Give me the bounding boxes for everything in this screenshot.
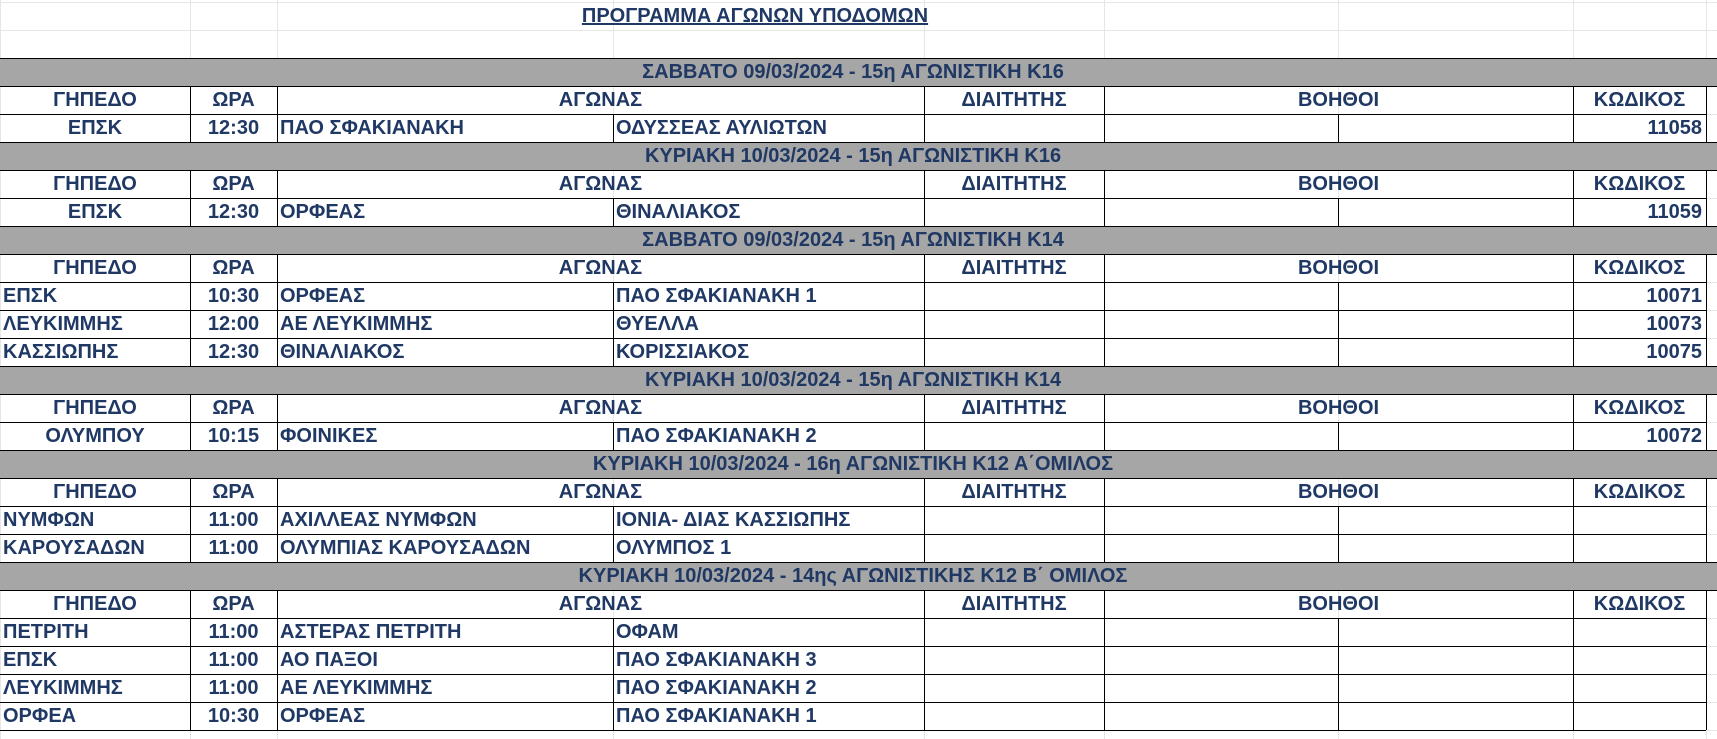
referee-cell bbox=[924, 702, 1104, 730]
header-assistants: ΒΟΗΘΟΙ bbox=[1297, 89, 1380, 111]
column-border bbox=[613, 198, 614, 226]
column-border bbox=[613, 618, 614, 646]
time-cell: 11:00 bbox=[208, 677, 259, 699]
code-cell: 10075 bbox=[1646, 341, 1702, 363]
assistant-1-cell bbox=[1104, 114, 1338, 142]
referee-cell bbox=[924, 310, 1104, 338]
column-border bbox=[1104, 338, 1105, 366]
away-team-cell: ΠΑΟ ΣΦΑΚΙΑΝΑΚΗ 2 bbox=[616, 425, 817, 447]
assistant-1-cell bbox=[1104, 674, 1338, 702]
home-team-cell: ΟΛΥΜΠΙΑΣ ΚΑΡΟΥΣΑΔΩΝ bbox=[280, 537, 531, 559]
home-team-cell: ΑΟ ΠΑΞΟΙ bbox=[280, 649, 378, 671]
assistant-2-cell bbox=[1338, 310, 1573, 338]
code-cell: 10073 bbox=[1646, 313, 1702, 335]
column-border bbox=[190, 506, 191, 534]
column-border bbox=[1706, 170, 1707, 198]
header-assistants: ΒΟΗΘΟΙ bbox=[1297, 397, 1380, 419]
assistant-1-cell bbox=[1104, 618, 1338, 646]
column-border bbox=[924, 198, 925, 226]
header-code: ΚΩΔΙΚΟΣ bbox=[1593, 257, 1686, 279]
column-border bbox=[1338, 534, 1339, 562]
column-border bbox=[1573, 86, 1574, 114]
assistant-2-cell bbox=[1338, 422, 1573, 450]
home-team-cell: ΑΧΙΛΛΕΑΣ ΝΥΜΦΩΝ bbox=[280, 509, 477, 531]
column-border bbox=[613, 674, 614, 702]
assistant-2-cell bbox=[1338, 506, 1573, 534]
column-border bbox=[190, 590, 191, 618]
code-cell: 10071 bbox=[1646, 285, 1702, 307]
code-cell bbox=[1573, 702, 1706, 730]
column-border bbox=[924, 170, 925, 198]
column-border bbox=[1104, 674, 1105, 702]
header-referee: ΔΙΑΙΤΗΤΗΣ bbox=[961, 481, 1067, 503]
column-border bbox=[1706, 282, 1707, 310]
column-border bbox=[1573, 702, 1574, 730]
referee-cell bbox=[924, 506, 1104, 534]
away-team-cell: ΠΑΟ ΣΦΑΚΙΑΝΑΚΗ 1 bbox=[616, 285, 817, 307]
away-team-cell: ΟΛΥΜΠΟΣ 1 bbox=[616, 537, 732, 559]
column-border bbox=[924, 674, 925, 702]
header-assistants: ΒΟΗΘΟΙ bbox=[1297, 257, 1380, 279]
column-border bbox=[924, 506, 925, 534]
field-cell: ΛΕΥΚΙΜΜΗΣ bbox=[3, 677, 123, 699]
column-border bbox=[190, 114, 191, 142]
column-border bbox=[924, 310, 925, 338]
column-border bbox=[1338, 506, 1339, 534]
column-border bbox=[277, 198, 278, 226]
column-border bbox=[1104, 646, 1105, 674]
header-match: ΑΓΩΝΑΣ bbox=[558, 593, 643, 615]
header-time: ΩΡΑ bbox=[212, 397, 255, 419]
time-cell: 12:30 bbox=[207, 117, 260, 139]
header-time: ΩΡΑ bbox=[212, 257, 255, 279]
header-match: ΑΓΩΝΑΣ bbox=[558, 257, 643, 279]
code-cell: 10072 bbox=[1646, 425, 1702, 447]
page-title: ΠΡΟΓΡΑΜΜΑ ΑΓΩΝΩΝ ΥΠΟΔΟΜΩΝ bbox=[581, 5, 929, 27]
header-field: ΓΗΠΕΔΟ bbox=[53, 481, 137, 503]
column-border bbox=[1338, 618, 1339, 646]
header-time: ΩΡΑ bbox=[212, 593, 255, 615]
column-border bbox=[613, 506, 614, 534]
referee-cell bbox=[924, 674, 1104, 702]
code-cell bbox=[1573, 506, 1706, 534]
referee-cell bbox=[924, 114, 1104, 142]
column-border bbox=[1706, 534, 1707, 562]
column-border bbox=[1104, 114, 1105, 142]
column-border bbox=[1104, 478, 1105, 506]
column-border bbox=[190, 534, 191, 562]
away-team-cell: ΙΟΝΙΑ- ΔΙΑΣ ΚΑΣΣΙΩΠΗΣ bbox=[616, 509, 851, 531]
column-border bbox=[1706, 590, 1707, 618]
column-border bbox=[1573, 198, 1574, 226]
away-team-cell: ΠΑΟ ΣΦΑΚΙΑΝΑΚΗ 3 bbox=[616, 649, 817, 671]
column-border bbox=[1706, 702, 1707, 730]
time-cell: 12:30 bbox=[207, 341, 260, 363]
assistant-2-cell bbox=[1338, 114, 1573, 142]
code-cell bbox=[1573, 674, 1706, 702]
column-border bbox=[190, 282, 191, 310]
column-border bbox=[924, 282, 925, 310]
field-cell: ΕΠΣΚ bbox=[3, 649, 58, 671]
assistant-2-cell bbox=[1338, 674, 1573, 702]
column-border bbox=[1338, 422, 1339, 450]
field-cell: ΝΥΜΦΩΝ bbox=[3, 509, 95, 531]
header-match: ΑΓΩΝΑΣ bbox=[558, 89, 643, 111]
header-match: ΑΓΩΝΑΣ bbox=[558, 481, 643, 503]
column-border bbox=[277, 674, 278, 702]
column-border bbox=[190, 254, 191, 282]
header-time: ΩΡΑ bbox=[212, 173, 255, 195]
assistant-1-cell bbox=[1104, 282, 1338, 310]
column-border bbox=[1706, 394, 1707, 422]
column-border bbox=[1338, 646, 1339, 674]
away-team-cell: ΠΑΟ ΣΦΑΚΙΑΝΑΚΗ 1 bbox=[616, 705, 817, 727]
code-cell: 11059 bbox=[1647, 201, 1702, 223]
header-assistants: ΒΟΗΘΟΙ bbox=[1297, 481, 1380, 503]
code-cell bbox=[1573, 534, 1706, 562]
assistant-2-cell bbox=[1338, 702, 1573, 730]
column-border bbox=[1104, 394, 1105, 422]
section-title: ΚΥΡΙΑΚΗ 10/03/2024 - 15η ΑΓΩΝΙΣΤΙΚΗ Κ16 bbox=[644, 145, 1062, 167]
column-border bbox=[1706, 310, 1707, 338]
header-field: ΓΗΠΕΔΟ bbox=[53, 173, 137, 195]
column-border bbox=[190, 338, 191, 366]
column-border bbox=[924, 534, 925, 562]
column-border bbox=[1104, 534, 1105, 562]
column-border bbox=[277, 282, 278, 310]
column-border bbox=[1104, 618, 1105, 646]
header-match: ΑΓΩΝΑΣ bbox=[558, 397, 643, 419]
field-cell: ΕΠΣΚ bbox=[3, 285, 58, 307]
column-border bbox=[277, 338, 278, 366]
header-code: ΚΩΔΙΚΟΣ bbox=[1593, 593, 1686, 615]
header-code: ΚΩΔΙΚΟΣ bbox=[1593, 481, 1686, 503]
column-border bbox=[277, 590, 278, 618]
column-border bbox=[1573, 506, 1574, 534]
column-border bbox=[924, 646, 925, 674]
column-border bbox=[277, 478, 278, 506]
column-border bbox=[277, 310, 278, 338]
referee-cell bbox=[924, 282, 1104, 310]
column-border bbox=[924, 618, 925, 646]
time-cell: 12:00 bbox=[207, 313, 260, 335]
time-cell: 11:00 bbox=[208, 537, 259, 559]
column-border bbox=[190, 702, 191, 730]
column-border bbox=[190, 478, 191, 506]
header-code: ΚΩΔΙΚΟΣ bbox=[1593, 89, 1686, 111]
header-referee: ΔΙΑΙΤΗΤΗΣ bbox=[961, 173, 1067, 195]
header-time: ΩΡΑ bbox=[212, 89, 255, 111]
column-border bbox=[277, 702, 278, 730]
column-border bbox=[190, 198, 191, 226]
time-cell: 11:00 bbox=[208, 509, 259, 531]
header-field: ΓΗΠΕΔΟ bbox=[53, 89, 137, 111]
referee-cell bbox=[924, 618, 1104, 646]
column-border bbox=[924, 338, 925, 366]
header-referee: ΔΙΑΙΤΗΤΗΣ bbox=[961, 593, 1067, 615]
home-team-cell: ΟΡΦΕΑΣ bbox=[280, 285, 366, 307]
header-assistants: ΒΟΗΘΟΙ bbox=[1297, 173, 1380, 195]
column-border bbox=[277, 114, 278, 142]
column-border bbox=[190, 170, 191, 198]
referee-cell bbox=[924, 646, 1104, 674]
column-border bbox=[190, 422, 191, 450]
assistant-2-cell bbox=[1338, 198, 1573, 226]
assistant-1-cell bbox=[1104, 506, 1338, 534]
assistant-1-cell bbox=[1104, 198, 1338, 226]
away-team-cell: ΘΥΕΛΛΑ bbox=[616, 313, 699, 335]
column-border bbox=[1338, 114, 1339, 142]
column-border bbox=[1573, 114, 1574, 142]
column-border bbox=[613, 114, 614, 142]
column-border bbox=[1104, 310, 1105, 338]
column-border bbox=[1338, 338, 1339, 366]
column-border bbox=[613, 646, 614, 674]
assistant-2-cell bbox=[1338, 282, 1573, 310]
column-border bbox=[1706, 646, 1707, 674]
referee-cell bbox=[924, 534, 1104, 562]
column-border bbox=[613, 338, 614, 366]
home-team-cell: ΘΙΝΑΛΙΑΚΟΣ bbox=[280, 341, 405, 363]
column-border bbox=[1573, 394, 1574, 422]
header-referee: ΔΙΑΙΤΗΤΗΣ bbox=[961, 89, 1067, 111]
column-border bbox=[277, 618, 278, 646]
column-border bbox=[277, 170, 278, 198]
time-cell: 11:00 bbox=[208, 621, 259, 643]
assistant-1-cell bbox=[1104, 310, 1338, 338]
column-border bbox=[613, 534, 614, 562]
assistant-1-cell bbox=[1104, 534, 1338, 562]
column-border bbox=[1338, 310, 1339, 338]
column-border bbox=[1706, 506, 1707, 534]
header-code: ΚΩΔΙΚΟΣ bbox=[1593, 397, 1686, 419]
column-border bbox=[277, 534, 278, 562]
column-border bbox=[613, 702, 614, 730]
column-border bbox=[1104, 86, 1105, 114]
column-border bbox=[277, 86, 278, 114]
field-cell: ΚΑΡΟΥΣΑΔΩΝ bbox=[3, 537, 145, 559]
field-cell: ΟΡΦΕΑ bbox=[3, 705, 77, 727]
assistant-2-cell bbox=[1338, 618, 1573, 646]
home-team-cell: ΠΑΟ ΣΦΑΚΙΑΝΑΚΗ bbox=[280, 117, 465, 139]
assistant-2-cell bbox=[1338, 534, 1573, 562]
header-match: ΑΓΩΝΑΣ bbox=[558, 173, 643, 195]
column-border bbox=[1573, 646, 1574, 674]
column-border bbox=[277, 646, 278, 674]
column-border bbox=[1104, 422, 1105, 450]
column-border bbox=[1338, 282, 1339, 310]
column-border bbox=[1104, 198, 1105, 226]
assistant-1-cell bbox=[1104, 422, 1338, 450]
column-border bbox=[613, 310, 614, 338]
assistant-2-cell bbox=[1338, 646, 1573, 674]
away-team-cell: ΟΦΑΜ bbox=[616, 621, 679, 643]
home-team-cell: ΟΡΦΕΑΣ bbox=[280, 201, 366, 223]
section-title: ΚΥΡΙΑΚΗ 10/03/2024 - 16η ΑΓΩΝΙΣΤΙΚΗ Κ12 Α΄ΟΜΙΛΟΣ bbox=[592, 453, 1114, 475]
column-border bbox=[1706, 86, 1707, 114]
home-team-cell: ΟΡΦΕΑΣ bbox=[280, 705, 366, 727]
section-title: ΣΑΒΒΑΤΟ 09/03/2024 - 15η ΑΓΩΝΙΣΤΙΚΗ Κ14 bbox=[642, 229, 1064, 251]
column-border bbox=[277, 394, 278, 422]
column-border bbox=[1573, 310, 1574, 338]
column-border bbox=[1573, 674, 1574, 702]
column-border bbox=[924, 590, 925, 618]
column-border bbox=[924, 478, 925, 506]
field-cell: ΕΠΣΚ bbox=[67, 117, 123, 139]
field-cell: ΕΠΣΚ bbox=[67, 201, 123, 223]
column-border bbox=[277, 506, 278, 534]
home-team-cell: ΑΕ ΛΕΥΚΙΜΜΗΣ bbox=[280, 677, 433, 699]
section-title: ΚΥΡΙΑΚΗ 10/03/2024 - 14ης ΑΓΩΝΙΣΤΙΚΗΣ Κ12 Β΄ ΟΜΙΛΟΣ bbox=[578, 565, 1128, 587]
home-team-cell: ΑΕ ΛΕΥΚΙΜΜΗΣ bbox=[280, 313, 433, 335]
time-cell: 10:15 bbox=[207, 425, 260, 447]
column-border bbox=[277, 254, 278, 282]
column-border bbox=[1573, 254, 1574, 282]
field-cell: ΚΑΣΣΙΩΠΗΣ bbox=[3, 341, 119, 363]
column-border bbox=[1573, 534, 1574, 562]
column-border bbox=[190, 394, 191, 422]
away-team-cell: ΘΙΝΑΛΙΑΚΟΣ bbox=[616, 201, 741, 223]
time-cell: 12:30 bbox=[207, 201, 260, 223]
column-border bbox=[1706, 674, 1707, 702]
referee-cell bbox=[924, 338, 1104, 366]
column-border bbox=[190, 86, 191, 114]
column-border bbox=[1706, 254, 1707, 282]
header-code: ΚΩΔΙΚΟΣ bbox=[1593, 173, 1686, 195]
column-border bbox=[1104, 282, 1105, 310]
row-border bbox=[0, 730, 1706, 731]
header-assistants: ΒΟΗΘΟΙ bbox=[1297, 593, 1380, 615]
column-border bbox=[1338, 702, 1339, 730]
header-field: ΓΗΠΕΔΟ bbox=[53, 397, 137, 419]
header-field: ΓΗΠΕΔΟ bbox=[53, 593, 137, 615]
field-cell: ΛΕΥΚΙΜΜΗΣ bbox=[3, 313, 123, 335]
column-border bbox=[190, 310, 191, 338]
column-border bbox=[1573, 282, 1574, 310]
gridline-h bbox=[0, 30, 1717, 31]
column-border bbox=[1104, 254, 1105, 282]
referee-cell bbox=[924, 198, 1104, 226]
away-team-cell: ΠΑΟ ΣΦΑΚΙΑΝΑΚΗ 2 bbox=[616, 677, 817, 699]
column-border bbox=[613, 422, 614, 450]
field-cell: ΟΛΥΜΠΟΥ bbox=[45, 425, 145, 447]
header-field: ΓΗΠΕΔΟ bbox=[53, 257, 137, 279]
field-cell: ΠΕΤΡΙΤΗ bbox=[3, 621, 89, 643]
assistant-1-cell bbox=[1104, 646, 1338, 674]
column-border bbox=[924, 114, 925, 142]
column-border bbox=[924, 394, 925, 422]
code-cell bbox=[1573, 618, 1706, 646]
home-team-cell: ΦΟΙΝΙΚΕΣ bbox=[280, 425, 378, 447]
column-border bbox=[1573, 338, 1574, 366]
column-border bbox=[924, 86, 925, 114]
column-border bbox=[1706, 114, 1707, 142]
column-border bbox=[1338, 674, 1339, 702]
column-border bbox=[190, 618, 191, 646]
time-cell: 10:30 bbox=[207, 705, 260, 727]
column-border bbox=[1104, 170, 1105, 198]
home-team-cell: ΑΣΤΕΡΑΣ ΠΕΤΡΙΤΗ bbox=[280, 621, 462, 643]
column-border bbox=[1706, 478, 1707, 506]
column-border bbox=[1573, 478, 1574, 506]
column-border bbox=[1338, 198, 1339, 226]
header-referee: ΔΙΑΙΤΗΤΗΣ bbox=[961, 397, 1067, 419]
section-title: ΣΑΒΒΑΤΟ 09/03/2024 - 15η ΑΓΩΝΙΣΤΙΚΗ Κ16 bbox=[642, 61, 1064, 83]
assistant-2-cell bbox=[1338, 338, 1573, 366]
column-border bbox=[277, 422, 278, 450]
column-border bbox=[1104, 590, 1105, 618]
column-border bbox=[924, 702, 925, 730]
column-border bbox=[1573, 170, 1574, 198]
column-border bbox=[613, 282, 614, 310]
away-team-cell: ΚΟΡΙΣΣΙΑΚΟΣ bbox=[616, 341, 750, 363]
away-team-cell: ΟΔΥΣΣΕΑΣ ΑΥΛΙΩΤΩΝ bbox=[616, 117, 827, 139]
column-border bbox=[1706, 618, 1707, 646]
column-border bbox=[1104, 702, 1105, 730]
column-border bbox=[924, 422, 925, 450]
header-referee: ΔΙΑΙΤΗΤΗΣ bbox=[961, 257, 1067, 279]
column-border bbox=[190, 646, 191, 674]
section-title: ΚΥΡΙΑΚΗ 10/03/2024 - 15η ΑΓΩΝΙΣΤΙΚΗ Κ14 bbox=[644, 369, 1062, 391]
referee-cell bbox=[924, 422, 1104, 450]
header-time: ΩΡΑ bbox=[212, 481, 255, 503]
assistant-1-cell bbox=[1104, 702, 1338, 730]
column-border bbox=[190, 674, 191, 702]
column-border bbox=[1573, 618, 1574, 646]
column-border bbox=[1706, 422, 1707, 450]
time-cell: 11:00 bbox=[208, 649, 259, 671]
column-border bbox=[1706, 198, 1707, 226]
assistant-1-cell bbox=[1104, 338, 1338, 366]
time-cell: 10:30 bbox=[207, 285, 260, 307]
code-cell bbox=[1573, 646, 1706, 674]
code-cell: 11058 bbox=[1647, 117, 1702, 139]
column-border bbox=[1706, 338, 1707, 366]
column-border bbox=[924, 254, 925, 282]
column-border bbox=[1573, 590, 1574, 618]
column-border bbox=[1104, 506, 1105, 534]
column-border bbox=[1573, 422, 1574, 450]
